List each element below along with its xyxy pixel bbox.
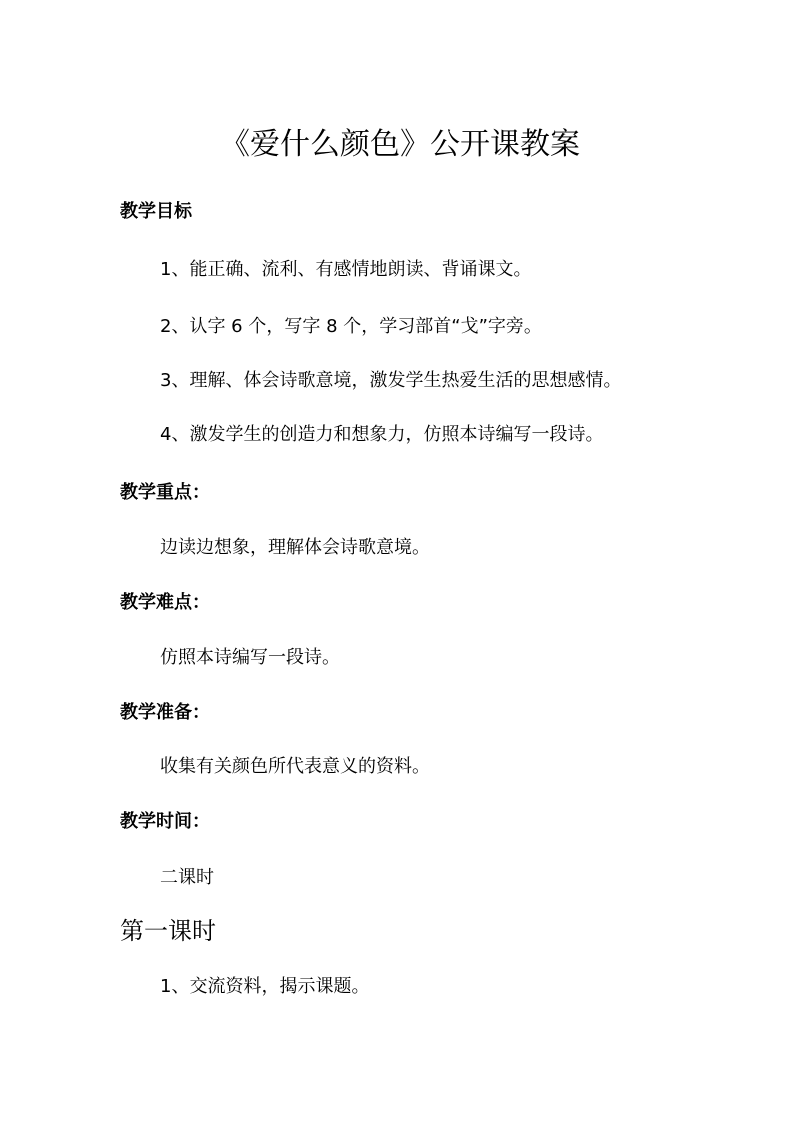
key-points-heading: 教学重点：	[120, 482, 210, 503]
preparation-heading: 教学准备：	[120, 702, 210, 723]
difficulties-text: 仿照本诗编写一段诗。	[160, 647, 340, 668]
preparation-text: 收集有关颜色所代表意义的资料。	[160, 756, 430, 777]
key-points-text: 边读边想象，理解体会诗歌意境。	[160, 537, 430, 558]
difficulties-heading: 教学难点：	[120, 592, 210, 613]
objective-item-3: 3、理解、体会诗歌意境，激发学生热爱生活的思想感情。	[160, 370, 622, 391]
objectives-heading: 教学目标	[120, 201, 192, 222]
first-lesson-heading: 第一课时	[120, 917, 216, 945]
document-title: 《爱什么颜色》公开课教案	[220, 127, 580, 162]
time-heading: 教学时间：	[120, 811, 210, 832]
time-text: 二课时	[160, 867, 214, 888]
objective-item-4: 4、激发学生的创造力和想象力，仿照本诗编写一段诗。	[160, 424, 604, 445]
first-lesson-item-1: 1、交流资料，揭示课题。	[160, 976, 370, 997]
objective-item-2: 2、认字 6 个，写字 8 个，学习部首“戈”字旁。	[160, 316, 542, 337]
objective-item-1: 1、能正确、流利、有感情地朗读、背诵课文。	[160, 259, 532, 280]
